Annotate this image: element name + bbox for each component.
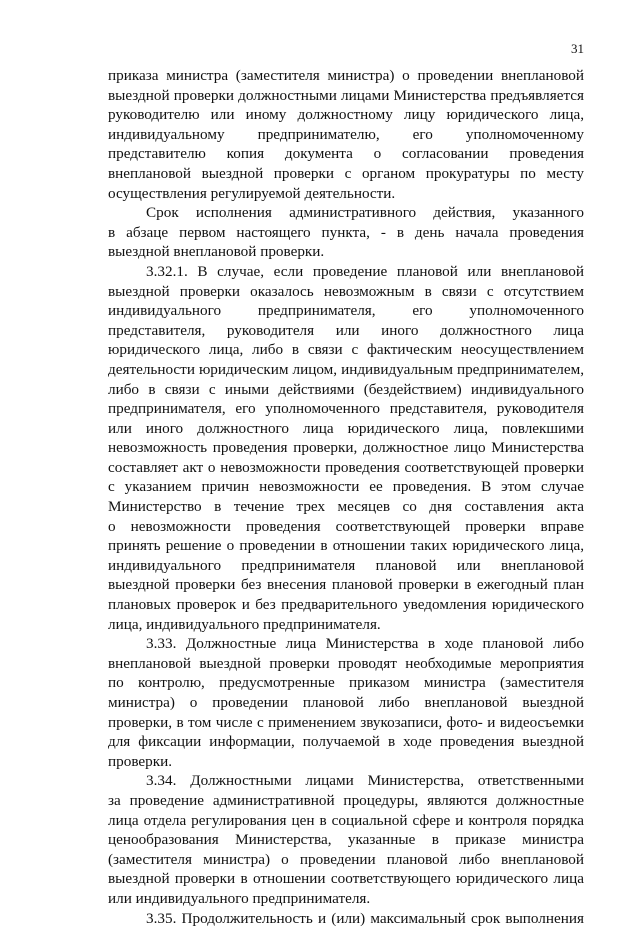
paragraph-line: 3.33. Должностные лица Министерства в ходе плановой либо xyxy=(146,635,584,653)
paragraph-line: внеплановой выездной проверки с органом прокуратуры по месту xyxy=(108,164,584,182)
paragraph-line: лица, индивидуального предпринимателя. xyxy=(108,615,381,633)
paragraph-line: по контролю, предусмотренные приказом министра (заместителя xyxy=(108,674,584,692)
paragraph-line: юридического лица, либо в связи с фактическим неосуществлением xyxy=(108,341,584,359)
paragraph-line: 3.34. Должностными лицами Министерства, ответственными xyxy=(146,772,584,790)
paragraph-line: (заместителя министра) о проведении плановой либо внеплановой xyxy=(108,850,584,868)
paragraph-line: представителя, руководителя или иного должностного лица xyxy=(108,321,584,339)
paragraph-line: министра) о проведении плановой либо внеплановой выездной xyxy=(108,694,584,711)
paragraph-line: индивидуального предпринимателя, его уполномоченного xyxy=(108,302,584,320)
paragraph-line: или иного должностного лица юридического лица, повлекшими xyxy=(108,419,584,437)
paragraph-line: выездной проверки оказалось невозможным в связи с отсутствием xyxy=(108,282,584,300)
paragraph-line: осуществления регулируемой деятельности. xyxy=(108,184,396,202)
paragraph-3-34 xyxy=(108,771,584,908)
paragraph-line: или индивидуального предпринимателя. xyxy=(108,889,371,907)
paragraph-line: в абзаце первом настоящего пункта, - в день начала проведения xyxy=(108,223,584,241)
paragraph-line: выездной проверки в отношении соответствующего юридического лица xyxy=(108,870,584,888)
paragraph-2 xyxy=(108,203,584,262)
paragraph-line: Срок исполнения административного действия, указанного xyxy=(146,204,584,222)
paragraph-line: деятельности юридическим лицом, индивидуальным предпринимателем, xyxy=(108,360,584,378)
paragraph-line: внеплановой выездной проверки проводят необходимые мероприятия xyxy=(108,654,584,672)
paragraph-line: представителю копия документа о согласовании проведения xyxy=(108,145,584,163)
paragraph-line: ценообразования Министерства, указанные в приказе министра xyxy=(108,831,584,849)
paragraph-line: выездной проверки должностными лицами Министерства предъявляется xyxy=(108,86,584,104)
paragraph-line: руководителю или иному должностному лицу юридического лица, xyxy=(108,106,584,124)
paragraph-line: приказа министра (заместителя министра) о проведении внеплановой xyxy=(108,67,584,84)
paragraph-line: плановых проверок и без предварительного уведомления юридического xyxy=(108,596,584,614)
paragraph-line: лица отдела регулирования цен в социальной сфере и контроля порядка xyxy=(108,811,584,829)
paragraph-line: составляет акт о невозможности проведения соответствующей проверки xyxy=(108,458,584,476)
paragraph-line: предпринимателя, его уполномоченного представителя, руководителя xyxy=(108,400,584,418)
paragraph-1 xyxy=(108,66,584,203)
paragraph-line: Министерство в течение трех месяцев со дня составления акта xyxy=(108,498,584,516)
paragraph-line: выездной внеплановой проверки. xyxy=(108,243,325,261)
page-number: 31 xyxy=(571,41,584,56)
paragraph-line: проверки, в том числе с применением звукозаписи, фото- и видеосъемки xyxy=(108,713,584,731)
paragraph-line: индивидуального предпринимателя плановой или внеплановой xyxy=(108,556,584,574)
paragraph-line: 3.32.1. В случае, если проведение плановой или внеплановой xyxy=(146,262,584,280)
document-body xyxy=(108,66,584,928)
paragraph-line: 3.35. Продолжительность и (или) максимальный срок выполнения xyxy=(146,909,584,927)
paragraph-line: о невозможности проведения соответствующей проверки вправе xyxy=(108,517,584,535)
paragraph-line: принять решение о проведении в отношении таких юридического лица, xyxy=(108,537,584,555)
paragraph-line: невозможность проведения проверки, должностное лицо Министерства xyxy=(108,439,584,457)
paragraph-line: с указанием причин невозможности ее проведения. В этом случае xyxy=(108,478,584,496)
paragraph-3-32-1 xyxy=(108,262,584,634)
paragraph-line: за проведение административной процедуры, являются должностные xyxy=(108,791,584,809)
paragraph-line: для фиксации информации, получаемой в ходе проведения выездной xyxy=(108,733,584,751)
paragraph-3-35 xyxy=(108,909,584,928)
paragraph-line: либо в связи с иными действиями (бездействием) индивидуального xyxy=(108,380,584,398)
paragraph-line: выездной проверки без внесения плановой проверки в ежегодный план xyxy=(108,576,584,594)
paragraph-3-33 xyxy=(108,634,584,771)
paragraph-line: проверки. xyxy=(108,752,173,770)
paragraph-line: индивидуальному предпринимателю, его уполномоченному xyxy=(108,125,584,143)
